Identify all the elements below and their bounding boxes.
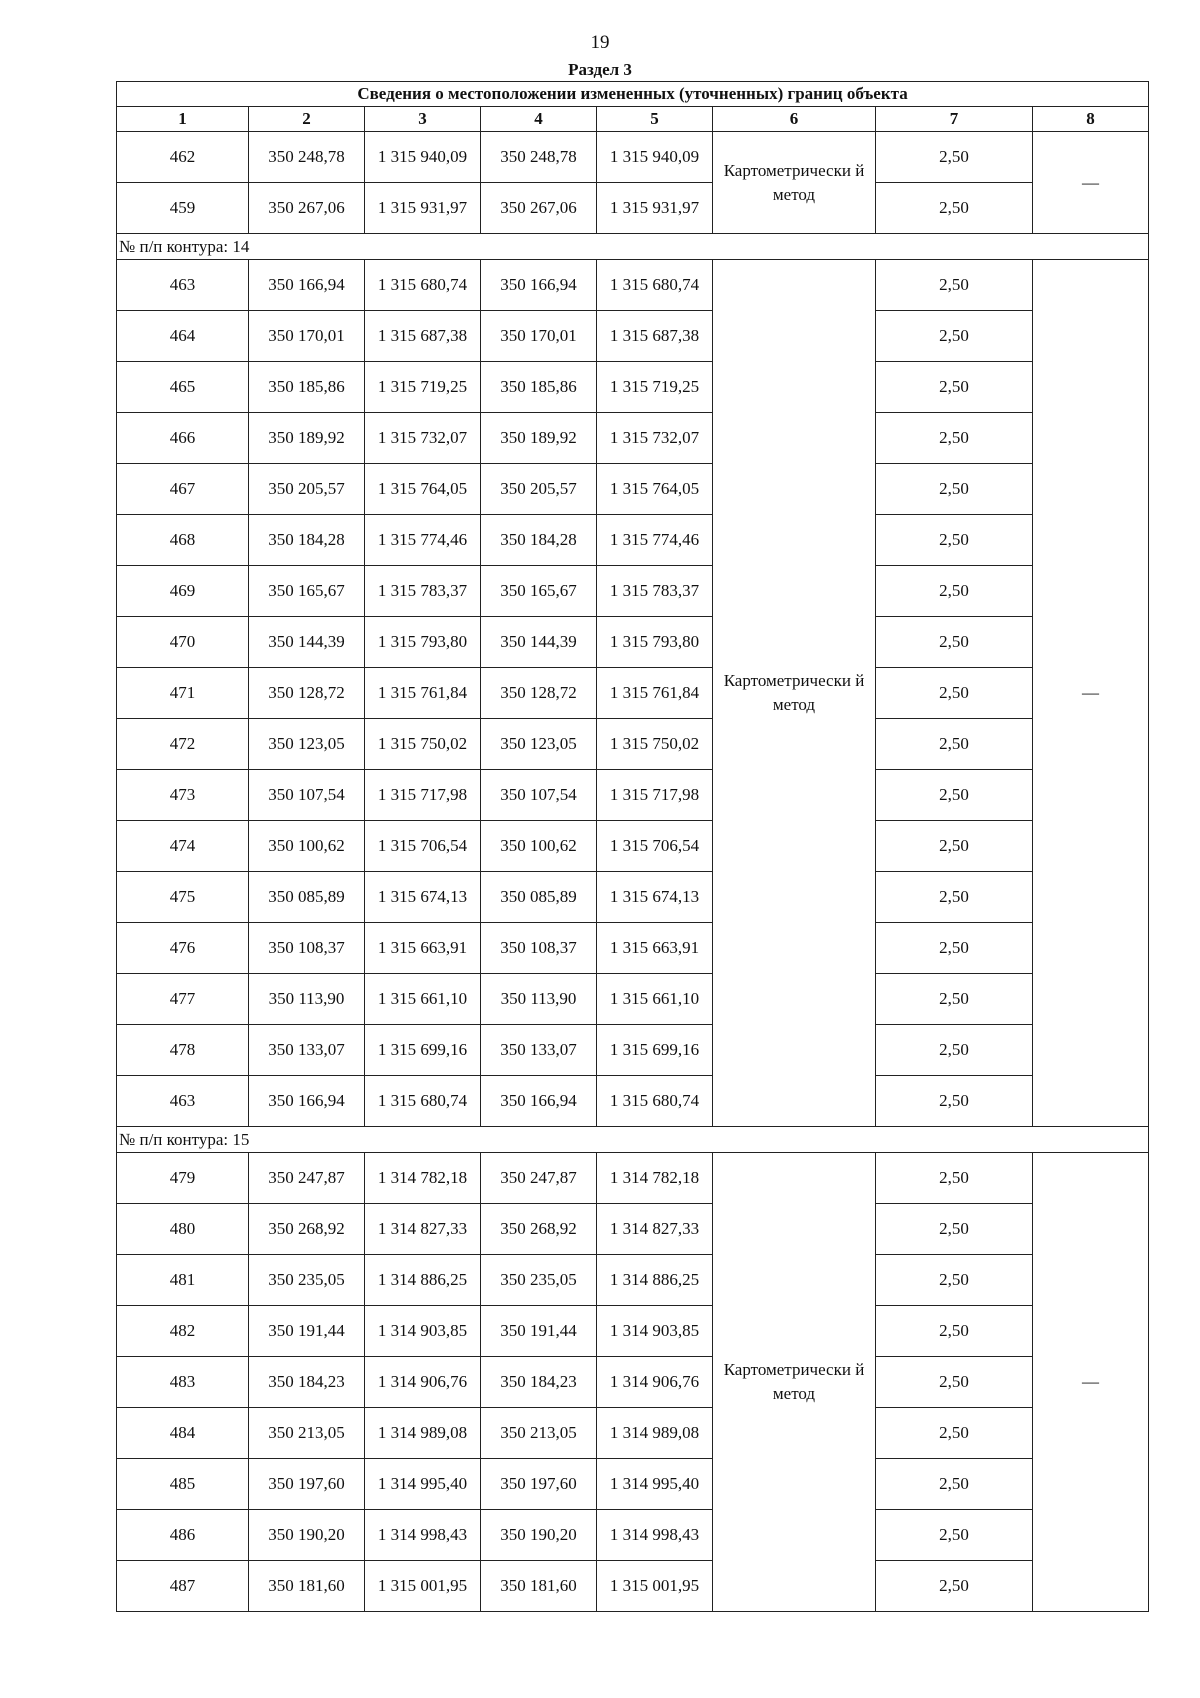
y-coordinate-cell: 1 314 827,33 [365, 1204, 481, 1255]
point-number-cell: 459 [117, 183, 249, 234]
x-coordinate-new-cell: 350 205,57 [481, 464, 597, 515]
x-coordinate-new-cell: 350 189,92 [481, 413, 597, 464]
table-row [117, 362, 1149, 413]
precision-cell: 2,50 [876, 464, 1033, 515]
table-row [117, 1025, 1149, 1076]
table-row [117, 464, 1149, 515]
x-coordinate-cell: 350 144,39 [249, 617, 365, 668]
table-row [117, 1561, 1149, 1612]
y-coordinate-cell: 1 314 989,08 [365, 1408, 481, 1459]
contour-label: № п/п контура: 15 [117, 1127, 1149, 1153]
x-coordinate-cell: 350 197,60 [249, 1459, 365, 1510]
precision-cell: 2,50 [876, 515, 1033, 566]
y-coordinate-new-cell: 1 315 717,98 [597, 770, 713, 821]
y-coordinate-new-cell: 1 315 706,54 [597, 821, 713, 872]
table-caption: Сведения о местоположении измененных (уточненных) границ объекта [117, 82, 1149, 107]
y-coordinate-cell: 1 314 995,40 [365, 1459, 481, 1510]
y-coordinate-new-cell: 1 314 998,43 [597, 1510, 713, 1561]
contour-label: № п/п контура: 14 [117, 234, 1149, 260]
x-coordinate-cell: 350 166,94 [249, 1076, 365, 1127]
y-coordinate-new-cell: 1 315 732,07 [597, 413, 713, 464]
method-cell: Картометрически й метод [713, 1153, 876, 1612]
point-number-cell: 463 [117, 260, 249, 311]
precision-cell: 2,50 [876, 1357, 1033, 1408]
y-coordinate-cell: 1 315 793,80 [365, 617, 481, 668]
precision-cell: 2,50 [876, 1306, 1033, 1357]
x-coordinate-new-cell: 350 191,44 [481, 1306, 597, 1357]
point-number-cell: 482 [117, 1306, 249, 1357]
y-coordinate-new-cell: 1 314 906,76 [597, 1357, 713, 1408]
x-coordinate-new-cell: 350 247,87 [481, 1153, 597, 1204]
y-coordinate-new-cell: 1 314 995,40 [597, 1459, 713, 1510]
table-row [117, 1510, 1149, 1561]
point-number-cell: 486 [117, 1510, 249, 1561]
point-number-cell: 485 [117, 1459, 249, 1510]
x-coordinate-new-cell: 350 113,90 [481, 974, 597, 1025]
point-number-cell: 479 [117, 1153, 249, 1204]
table-row [117, 923, 1149, 974]
point-number-cell: 484 [117, 1408, 249, 1459]
y-coordinate-new-cell: 1 315 719,25 [597, 362, 713, 413]
x-coordinate-cell: 350 213,05 [249, 1408, 365, 1459]
precision-cell: 2,50 [876, 311, 1033, 362]
y-coordinate-new-cell: 1 315 661,10 [597, 974, 713, 1025]
x-coordinate-new-cell: 350 184,28 [481, 515, 597, 566]
x-coordinate-new-cell: 350 185,86 [481, 362, 597, 413]
x-coordinate-cell: 350 133,07 [249, 1025, 365, 1076]
table-row [117, 260, 1149, 311]
x-coordinate-cell: 350 235,05 [249, 1255, 365, 1306]
x-coordinate-cell: 350 268,92 [249, 1204, 365, 1255]
point-number-cell: 470 [117, 617, 249, 668]
page-number: 19 [590, 32, 610, 53]
x-coordinate-new-cell: 350 190,20 [481, 1510, 597, 1561]
table-row [117, 1204, 1149, 1255]
y-coordinate-new-cell: 1 315 750,02 [597, 719, 713, 770]
x-coordinate-cell: 350 205,57 [249, 464, 365, 515]
precision-cell: 2,50 [876, 719, 1033, 770]
x-coordinate-cell: 350 184,28 [249, 515, 365, 566]
point-number-cell: 478 [117, 1025, 249, 1076]
point-number-cell: 473 [117, 770, 249, 821]
y-coordinate-new-cell: 1 315 680,74 [597, 1076, 713, 1127]
table-row [117, 311, 1149, 362]
x-coordinate-new-cell: 350 213,05 [481, 1408, 597, 1459]
y-coordinate-new-cell: 1 315 783,37 [597, 566, 713, 617]
point-number-cell: 481 [117, 1255, 249, 1306]
point-number-cell: 477 [117, 974, 249, 1025]
y-coordinate-cell: 1 315 699,16 [365, 1025, 481, 1076]
y-coordinate-cell: 1 315 750,02 [365, 719, 481, 770]
section-title: Раздел 3 [568, 60, 632, 79]
y-coordinate-cell: 1 314 886,25 [365, 1255, 481, 1306]
y-coordinate-cell: 1 315 680,74 [365, 260, 481, 311]
table-row [117, 1076, 1149, 1127]
y-coordinate-cell: 1 315 717,98 [365, 770, 481, 821]
extra-info-cell: — [1033, 132, 1149, 234]
contour-label-row [117, 234, 1149, 260]
x-coordinate-cell: 350 107,54 [249, 770, 365, 821]
precision-cell: 2,50 [876, 413, 1033, 464]
y-coordinate-new-cell: 1 315 001,95 [597, 1561, 713, 1612]
table-row [117, 132, 1149, 183]
x-coordinate-cell: 350 190,20 [249, 1510, 365, 1561]
point-number-cell: 474 [117, 821, 249, 872]
point-number-cell: 476 [117, 923, 249, 974]
contour-label-row [117, 1127, 1149, 1153]
x-coordinate-new-cell: 350 144,39 [481, 617, 597, 668]
y-coordinate-new-cell: 1 315 793,80 [597, 617, 713, 668]
y-coordinate-new-cell: 1 315 940,09 [597, 132, 713, 183]
x-coordinate-new-cell: 350 267,06 [481, 183, 597, 234]
table-row [117, 770, 1149, 821]
x-coordinate-cell: 350 191,44 [249, 1306, 365, 1357]
table-row [117, 974, 1149, 1025]
x-coordinate-cell: 350 166,94 [249, 260, 365, 311]
x-coordinate-new-cell: 350 108,37 [481, 923, 597, 974]
x-coordinate-cell: 350 185,86 [249, 362, 365, 413]
x-coordinate-new-cell: 350 085,89 [481, 872, 597, 923]
x-coordinate-new-cell: 350 100,62 [481, 821, 597, 872]
point-number-cell: 466 [117, 413, 249, 464]
y-coordinate-new-cell: 1 314 827,33 [597, 1204, 713, 1255]
table-row [117, 1459, 1149, 1510]
point-number-cell: 468 [117, 515, 249, 566]
y-coordinate-cell: 1 315 732,07 [365, 413, 481, 464]
extra-info-cell: — [1033, 260, 1149, 1127]
column-header: 3 [365, 107, 481, 132]
x-coordinate-new-cell: 350 166,94 [481, 1076, 597, 1127]
precision-cell: 2,50 [876, 1255, 1033, 1306]
y-coordinate-new-cell: 1 315 774,46 [597, 515, 713, 566]
x-coordinate-new-cell: 350 197,60 [481, 1459, 597, 1510]
y-coordinate-cell: 1 315 001,95 [365, 1561, 481, 1612]
point-number-cell: 483 [117, 1357, 249, 1408]
y-coordinate-cell: 1 315 663,91 [365, 923, 481, 974]
boundary-table [116, 81, 1149, 1612]
method-cell: Картометрически й метод [713, 132, 876, 234]
x-coordinate-new-cell: 350 170,01 [481, 311, 597, 362]
x-coordinate-new-cell: 350 166,94 [481, 260, 597, 311]
precision-cell: 2,50 [876, 1153, 1033, 1204]
precision-cell: 2,50 [876, 821, 1033, 872]
x-coordinate-new-cell: 350 248,78 [481, 132, 597, 183]
table-row [117, 515, 1149, 566]
point-number-cell: 464 [117, 311, 249, 362]
extra-info-cell: — [1033, 1153, 1149, 1612]
x-coordinate-cell: 350 181,60 [249, 1561, 365, 1612]
x-coordinate-cell: 350 085,89 [249, 872, 365, 923]
precision-cell: 2,50 [876, 1025, 1033, 1076]
point-number-cell: 475 [117, 872, 249, 923]
precision-cell: 2,50 [876, 1076, 1033, 1127]
precision-cell: 2,50 [876, 260, 1033, 311]
y-coordinate-cell: 1 315 680,74 [365, 1076, 481, 1127]
y-coordinate-cell: 1 315 719,25 [365, 362, 481, 413]
x-coordinate-cell: 350 247,87 [249, 1153, 365, 1204]
y-coordinate-cell: 1 315 774,46 [365, 515, 481, 566]
x-coordinate-new-cell: 350 268,92 [481, 1204, 597, 1255]
method-cell: Картометрически й метод [713, 260, 876, 1127]
precision-cell: 2,50 [876, 1204, 1033, 1255]
column-header: 8 [1033, 107, 1149, 132]
y-coordinate-cell: 1 315 706,54 [365, 821, 481, 872]
x-coordinate-cell: 350 100,62 [249, 821, 365, 872]
y-coordinate-new-cell: 1 315 931,97 [597, 183, 713, 234]
y-coordinate-new-cell: 1 315 674,13 [597, 872, 713, 923]
table-row [117, 668, 1149, 719]
point-number-cell: 472 [117, 719, 249, 770]
y-coordinate-cell: 1 315 931,97 [365, 183, 481, 234]
precision-cell: 2,50 [876, 1459, 1033, 1510]
x-coordinate-cell: 350 128,72 [249, 668, 365, 719]
precision-cell: 2,50 [876, 132, 1033, 183]
point-number-cell: 462 [117, 132, 249, 183]
y-coordinate-cell: 1 314 998,43 [365, 1510, 481, 1561]
y-coordinate-new-cell: 1 315 680,74 [597, 260, 713, 311]
point-number-cell: 487 [117, 1561, 249, 1612]
point-number-cell: 471 [117, 668, 249, 719]
table-row [117, 183, 1149, 234]
x-coordinate-new-cell: 350 181,60 [481, 1561, 597, 1612]
precision-cell: 2,50 [876, 974, 1033, 1025]
precision-cell: 2,50 [876, 770, 1033, 821]
column-header: 1 [117, 107, 249, 132]
y-coordinate-cell: 1 314 782,18 [365, 1153, 481, 1204]
y-coordinate-new-cell: 1 314 886,25 [597, 1255, 713, 1306]
column-header: 7 [876, 107, 1033, 132]
y-coordinate-new-cell: 1 315 764,05 [597, 464, 713, 515]
y-coordinate-cell: 1 314 906,76 [365, 1357, 481, 1408]
x-coordinate-new-cell: 350 133,07 [481, 1025, 597, 1076]
point-number-cell: 467 [117, 464, 249, 515]
y-coordinate-cell: 1 315 661,10 [365, 974, 481, 1025]
y-coordinate-new-cell: 1 315 699,16 [597, 1025, 713, 1076]
x-coordinate-new-cell: 350 107,54 [481, 770, 597, 821]
x-coordinate-new-cell: 350 165,67 [481, 566, 597, 617]
table-row [117, 566, 1149, 617]
x-coordinate-cell: 350 267,06 [249, 183, 365, 234]
y-coordinate-new-cell: 1 314 782,18 [597, 1153, 713, 1204]
precision-cell: 2,50 [876, 1561, 1033, 1612]
y-coordinate-cell: 1 314 903,85 [365, 1306, 481, 1357]
table-row [117, 1153, 1149, 1204]
x-coordinate-new-cell: 350 184,23 [481, 1357, 597, 1408]
table-row [117, 719, 1149, 770]
precision-cell: 2,50 [876, 872, 1033, 923]
column-header: 5 [597, 107, 713, 132]
y-coordinate-cell: 1 315 674,13 [365, 872, 481, 923]
y-coordinate-cell: 1 315 761,84 [365, 668, 481, 719]
x-coordinate-cell: 350 248,78 [249, 132, 365, 183]
point-number-cell: 465 [117, 362, 249, 413]
table-row [117, 1357, 1149, 1408]
point-number-cell: 463 [117, 1076, 249, 1127]
x-coordinate-new-cell: 350 235,05 [481, 1255, 597, 1306]
table-row [117, 821, 1149, 872]
precision-cell: 2,50 [876, 362, 1033, 413]
x-coordinate-cell: 350 165,67 [249, 566, 365, 617]
point-number-cell: 469 [117, 566, 249, 617]
table-row [117, 1255, 1149, 1306]
y-coordinate-cell: 1 315 783,37 [365, 566, 481, 617]
y-coordinate-new-cell: 1 315 687,38 [597, 311, 713, 362]
table-row [117, 617, 1149, 668]
precision-cell: 2,50 [876, 566, 1033, 617]
precision-cell: 2,50 [876, 617, 1033, 668]
x-coordinate-cell: 350 123,05 [249, 719, 365, 770]
y-coordinate-new-cell: 1 315 663,91 [597, 923, 713, 974]
column-header: 2 [249, 107, 365, 132]
table-row [117, 1306, 1149, 1357]
precision-cell: 2,50 [876, 1510, 1033, 1561]
precision-cell: 2,50 [876, 668, 1033, 719]
x-coordinate-new-cell: 350 128,72 [481, 668, 597, 719]
x-coordinate-cell: 350 170,01 [249, 311, 365, 362]
y-coordinate-new-cell: 1 314 989,08 [597, 1408, 713, 1459]
precision-cell: 2,50 [876, 923, 1033, 974]
table-row [117, 872, 1149, 923]
x-coordinate-cell: 350 184,23 [249, 1357, 365, 1408]
column-header: 6 [713, 107, 876, 132]
y-coordinate-cell: 1 315 687,38 [365, 311, 481, 362]
x-coordinate-cell: 350 108,37 [249, 923, 365, 974]
x-coordinate-cell: 350 113,90 [249, 974, 365, 1025]
column-header: 4 [481, 107, 597, 132]
precision-cell: 2,50 [876, 1408, 1033, 1459]
table-row [117, 413, 1149, 464]
y-coordinate-new-cell: 1 314 903,85 [597, 1306, 713, 1357]
point-number-cell: 480 [117, 1204, 249, 1255]
y-coordinate-cell: 1 315 940,09 [365, 132, 481, 183]
table-row [117, 1408, 1149, 1459]
x-coordinate-new-cell: 350 123,05 [481, 719, 597, 770]
x-coordinate-cell: 350 189,92 [249, 413, 365, 464]
precision-cell: 2,50 [876, 183, 1033, 234]
y-coordinate-new-cell: 1 315 761,84 [597, 668, 713, 719]
y-coordinate-cell: 1 315 764,05 [365, 464, 481, 515]
